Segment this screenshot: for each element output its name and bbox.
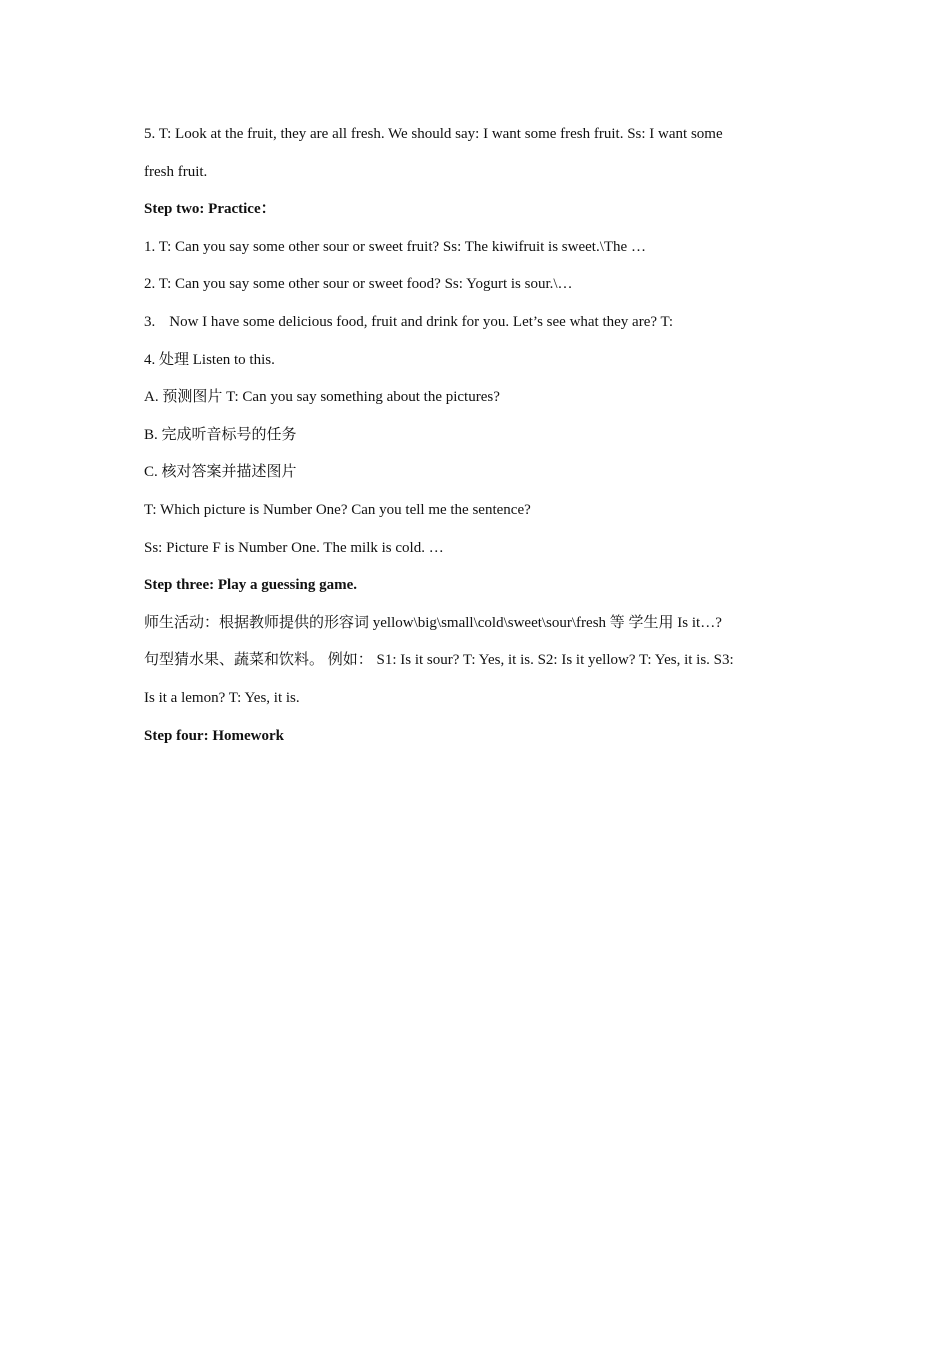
practice-item-3-number: 3. xyxy=(144,313,156,330)
practice-item-3 xyxy=(144,310,812,348)
practice-item-4: 4. 处理 Listen to this. xyxy=(144,351,275,368)
student-answer-line: Ss: Picture F is Number One. The milk is cold. … xyxy=(144,539,444,556)
activity-line-3: Is it a lemon? T: Yes, it is. xyxy=(144,689,300,706)
activity-line-1: 师生活动：根据教师提供的形容词 yellow\big\small\cold\sweet\sour\fresh 等 学生用 Is it…? xyxy=(144,614,722,631)
paragraph-5-line-1: 5. T: Look at the fruit, they are all fresh. We should say: I want some fresh fruit. Ss: I want some xyxy=(144,126,723,142)
practice-item-c: C. 核对答案并描述图片 xyxy=(144,464,297,481)
heading-step-three: Step three: Play a guessing game. xyxy=(144,577,358,594)
paragraph-5-line-2: fresh fruit. xyxy=(144,163,208,180)
teacher-question-line: T: Which picture is Number One? Can you tell me the sentence? xyxy=(144,501,531,518)
practice-item-2: 2. T: Can you say some other sour or sweet food? Ss: Yogurt is sour.\… xyxy=(144,276,573,293)
practice-item-a: A. 预测图片 T: Can you say something about the pictures? xyxy=(144,389,500,406)
practice-item-3-text: Now I have some delicious food, fruit and drink for you. Let’s see what they are? T: xyxy=(169,313,674,330)
practice-item-b: B. 完成听音标号的任务 xyxy=(144,426,297,443)
document-page xyxy=(144,122,812,761)
heading-step-two: Step two: Practice： xyxy=(144,201,276,218)
practice-item-1: 1. T: Can you say some other sour or sweet fruit? Ss: The kiwifruit is sweet.\The … xyxy=(144,238,646,255)
activity-line-2: 句型猜水果、蔬菜和饮料。 例如： S1: Is it sour? T: Yes, it is. S2: Is it yellow? T: Yes, it is. S3: xyxy=(144,652,734,669)
heading-step-four: Step four: Homework xyxy=(144,727,284,744)
